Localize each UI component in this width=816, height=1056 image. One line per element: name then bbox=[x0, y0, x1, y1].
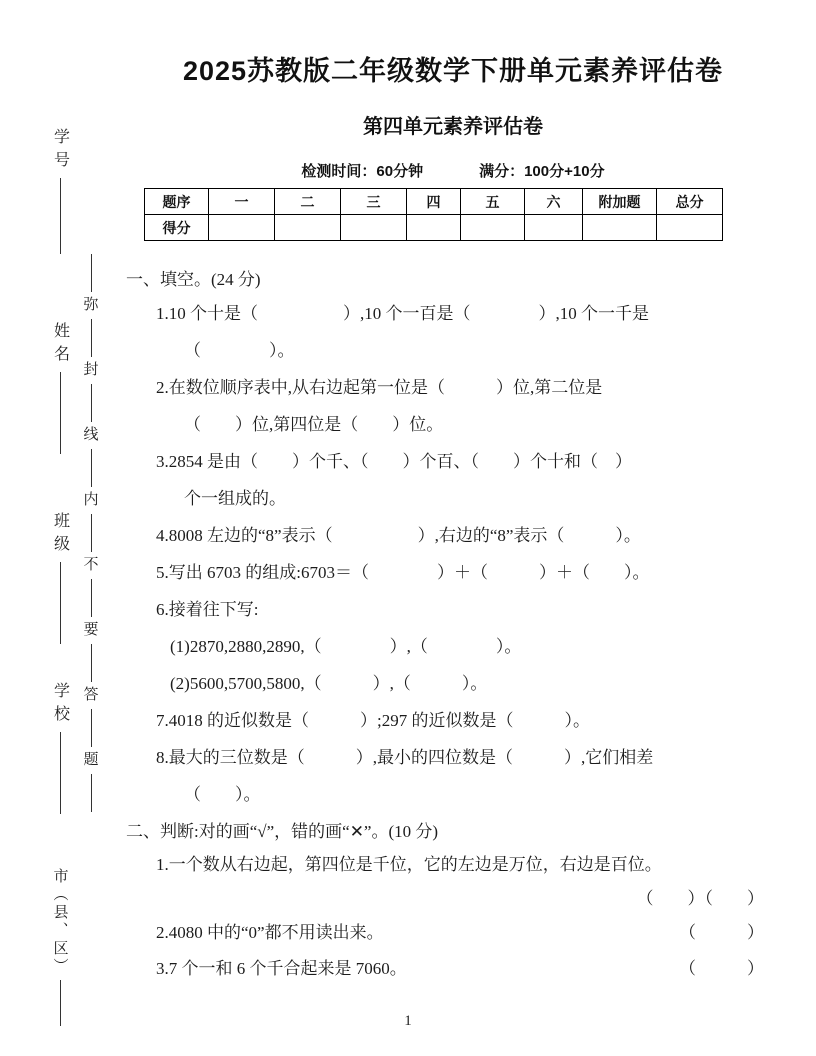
score-table-header-cell: 一 bbox=[209, 189, 275, 215]
seal-line-segment bbox=[91, 384, 92, 422]
score-blank-cell bbox=[407, 215, 461, 241]
score-table-header-cell: 二 bbox=[275, 189, 341, 215]
question-line: （ ）。 bbox=[184, 785, 261, 804]
exam-duration: 检测时间：60分钟 bbox=[301, 163, 424, 180]
question-line: 6.接着往下写: bbox=[156, 600, 259, 619]
school-blank-line bbox=[60, 732, 61, 814]
exam-meta bbox=[126, 160, 780, 180]
student-name-field bbox=[48, 322, 72, 454]
question-line: 4.8008 左边的“8”表示（ ）,右边的“8”表示（ ）。 bbox=[156, 526, 641, 545]
page-number: 1 bbox=[404, 1013, 412, 1029]
seal-line-segment bbox=[91, 644, 92, 682]
student-class-blank-line bbox=[60, 562, 61, 644]
student-name-blank-line bbox=[60, 372, 61, 454]
judgment-answer-blank: （ ）（ ） bbox=[636, 889, 764, 908]
score-table-header-cell: 总分 bbox=[657, 189, 723, 215]
section2-heading: 二、判断:对的画“√”，错的画“✕”。(10 分) bbox=[126, 822, 439, 841]
score-table-header-cell: 附加题 bbox=[583, 189, 657, 215]
score-table-header-cell: 三 bbox=[341, 189, 407, 215]
score-table-header-cell: 题序 bbox=[145, 189, 209, 215]
question-line: 5.写出 6703 的组成:6703＝（ ）＋（ ）＋（ ）。 bbox=[156, 563, 650, 582]
exam-content bbox=[126, 42, 780, 987]
student-id-blank-line bbox=[60, 178, 61, 254]
question-line: (1)2870,2880,2890,（ ）,（ ）。 bbox=[170, 637, 522, 656]
judgment-item bbox=[126, 915, 780, 951]
city-county-field bbox=[48, 868, 72, 1026]
section-true-false bbox=[126, 817, 780, 987]
seal-line-segment bbox=[91, 319, 92, 357]
seal-line-segment bbox=[91, 774, 92, 812]
question-line: 2.在数位顺序表中,从右边起第一位是（ ）位,第二位是 bbox=[156, 378, 603, 397]
seal-char: 封 bbox=[83, 362, 99, 378]
judgment-statement: 2.4080 中的“0”都不用读出来。 bbox=[156, 923, 384, 942]
question-line: 8.最大的三位数是（ ）,最小的四位数是（ ）,它们相差 bbox=[156, 748, 654, 767]
seal-char: 线 bbox=[83, 427, 99, 443]
judgment-statement: 3.7 个一和 6 个千合起来是 7060。 bbox=[156, 959, 407, 978]
page-title: 2025苏教版二年级数学下册单元素养评估卷 bbox=[182, 56, 724, 86]
city-county-label: 市（县、区） bbox=[51, 868, 68, 976]
seal-char: 答 bbox=[83, 687, 99, 703]
score-table-header-cell: 五 bbox=[461, 189, 525, 215]
judgment-answer-blank: （ ） bbox=[679, 923, 764, 942]
score-blank-cell bbox=[341, 215, 407, 241]
score-table-header-row bbox=[145, 189, 723, 215]
section1-heading: 一、填空。(24 分) bbox=[126, 270, 261, 289]
seal-char: 内 bbox=[83, 492, 99, 508]
judgment-statement: 1.一个数从右边起，第四位是千位，它的左边是万位，右边是百位。 bbox=[156, 855, 662, 874]
question-line: (2)5600,5700,5800,（ ）,（ ）。 bbox=[170, 674, 488, 693]
score-blank-cell bbox=[583, 215, 657, 241]
score-blank-cell bbox=[461, 215, 525, 241]
seal-char: 题 bbox=[83, 752, 99, 768]
student-id-field bbox=[48, 128, 72, 254]
section-fill-blanks bbox=[126, 265, 780, 813]
seal-line-segment bbox=[91, 709, 92, 747]
seal-line-segment bbox=[91, 449, 92, 487]
seal-line-segment bbox=[91, 579, 92, 617]
exam-total-score: 满分：100分+10分 bbox=[479, 163, 605, 180]
student-class-label: 班级 bbox=[51, 512, 69, 558]
score-blank-cell bbox=[275, 215, 341, 241]
score-table bbox=[144, 188, 723, 241]
seal-char: 弥 bbox=[83, 297, 99, 313]
student-name-label: 姓名 bbox=[51, 322, 69, 368]
judgment-item bbox=[126, 951, 780, 987]
seal-line-segment bbox=[91, 514, 92, 552]
page-subtitle: 第四单元素养评估卷 bbox=[363, 116, 543, 138]
question-line: 7.4018 的近似数是（ ）;297 的近似数是（ ）。 bbox=[156, 711, 590, 730]
student-class-field bbox=[48, 512, 72, 644]
question-line: （ ）位,第四位是（ ）位。 bbox=[184, 415, 444, 434]
score-row-label: 得分 bbox=[145, 215, 209, 241]
score-table-header-cell: 六 bbox=[525, 189, 583, 215]
judgment-answer-blank: （ ） bbox=[679, 959, 764, 978]
score-table-header-cell: 四 bbox=[407, 189, 461, 215]
question-line: 1.10 个十是（ ）,10 个一百是（ ）,10 个一千是 bbox=[156, 304, 649, 323]
seal-char: 不 bbox=[83, 557, 99, 573]
score-table-score-row bbox=[145, 215, 723, 241]
seal-line-text bbox=[80, 250, 102, 816]
school-label: 学校 bbox=[51, 682, 69, 728]
question-line: 3.2854 是由（ ）个千、（ ）个百、（ ）个十和（ ） bbox=[156, 452, 632, 471]
score-blank-cell bbox=[525, 215, 583, 241]
question-line: 个一组成的。 bbox=[184, 489, 286, 508]
student-id-label: 学号 bbox=[51, 128, 69, 174]
seal-char: 要 bbox=[83, 622, 99, 638]
score-blank-cell bbox=[657, 215, 723, 241]
question-line: （ ）。 bbox=[184, 341, 295, 360]
school-field bbox=[48, 682, 72, 814]
score-blank-cell bbox=[209, 215, 275, 241]
seal-line-segment bbox=[91, 254, 92, 292]
